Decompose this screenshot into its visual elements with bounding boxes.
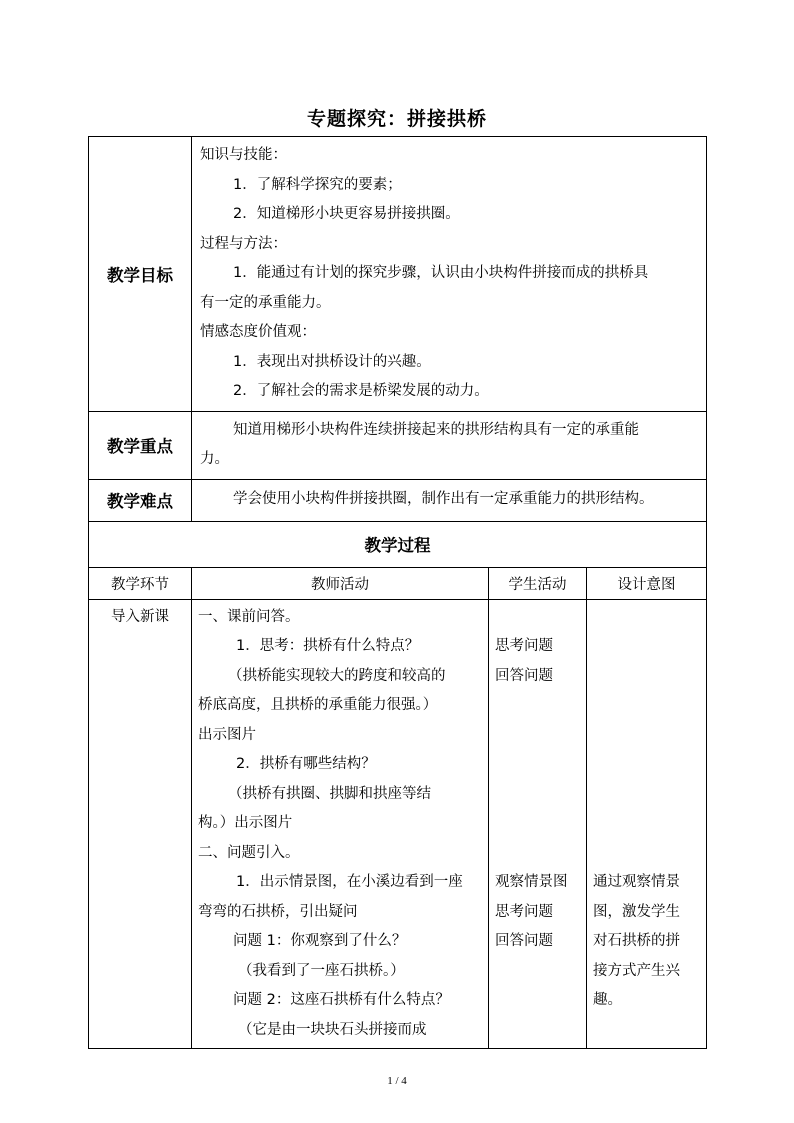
teacher-line: 1．思考：拱桥有什么特点？ bbox=[236, 638, 420, 654]
teacher-line: 弯弯的石拱桥，引出疑问 bbox=[198, 903, 358, 920]
objectives-content bbox=[192, 137, 707, 412]
objective-line: 有一定的承重能力。 bbox=[200, 294, 331, 311]
process-title-row bbox=[89, 521, 707, 567]
objective-line: 1．能通过有计划的探究步骤，认识由小块构件拼接而成的拱桥具 bbox=[233, 265, 649, 281]
intent-line: 接方式产生兴 bbox=[593, 962, 680, 979]
teacher-line: （拱桥能实现较大的跨度和较高的 bbox=[228, 667, 446, 684]
col-header-intent: 设计意图 bbox=[587, 567, 707, 599]
teacher-line: 问题 2：这座石拱桥有什么特点？ bbox=[233, 992, 450, 1008]
objective-line: 2．了解社会的需求是桥梁发展的动力。 bbox=[233, 383, 489, 399]
objective-line: 2．知道梯形小块更容易拼接拱圈。 bbox=[233, 206, 460, 222]
student-line: 回答问题 bbox=[495, 933, 553, 949]
key-point-content bbox=[192, 411, 707, 479]
teacher-activity-cell bbox=[192, 599, 489, 1049]
objective-line: 过程与方法： bbox=[200, 235, 287, 252]
student-line: 回答问题 bbox=[495, 667, 553, 684]
process-row bbox=[89, 599, 707, 1049]
teacher-line: 一、课前问答。 bbox=[198, 608, 300, 625]
key-point-line: 知道用梯形小块构件连续拼接起来的拱形结构具有一定的承重能 bbox=[233, 421, 639, 438]
objective-line: 1．了解科学探究的要素； bbox=[233, 176, 402, 193]
objectives-label: 教学目标 bbox=[89, 137, 192, 412]
key-point-row bbox=[89, 411, 707, 479]
design-intent-cell bbox=[587, 599, 707, 1049]
difficulty-row bbox=[89, 479, 707, 521]
teacher-line: （我看到了一座石拱桥。） bbox=[238, 962, 405, 979]
page-title: 专题探究：拼接拱桥 bbox=[306, 108, 487, 130]
process-header-row bbox=[89, 567, 707, 599]
objective-line: 1．表现出对拱桥设计的兴趣。 bbox=[233, 353, 431, 370]
teacher-line: 桥底高度，且拱桥的承重能力很强。） bbox=[198, 697, 438, 713]
objective-line: 知识与技能： bbox=[200, 147, 287, 163]
teacher-line: 1．出示情景图，在小溪边看到一座 bbox=[236, 874, 463, 890]
col-header-teacher: 教师活动 bbox=[192, 567, 489, 599]
col-header-student: 学生活动 bbox=[489, 567, 587, 599]
teacher-line: 出示图片 bbox=[198, 726, 256, 743]
teacher-line: 2．拱桥有哪些结构？ bbox=[236, 756, 376, 772]
difficulty-content bbox=[192, 479, 707, 521]
student-line: 思考问题 bbox=[495, 903, 553, 920]
objectives-row bbox=[89, 137, 707, 412]
student-line: 思考问题 bbox=[495, 638, 553, 654]
col-header-stage: 教学环节 bbox=[89, 567, 192, 599]
intent-line: 对石拱桥的拼 bbox=[593, 933, 680, 949]
intent-line: 图，激发学生 bbox=[593, 903, 680, 920]
teacher-line: 二、问题引入。 bbox=[198, 844, 300, 861]
teacher-line: 问题 1：你观察到了什么？ bbox=[233, 933, 407, 949]
key-point-line: 力。 bbox=[200, 451, 229, 467]
difficulty-line: 学会使用小块构件拼接拱圈，制作出有一定承重能力的拱形结构。 bbox=[233, 491, 654, 508]
objective-line: 情感态度价值观： bbox=[200, 324, 316, 340]
intent-line: 趣。 bbox=[593, 992, 622, 1008]
stage-label: 导入新课 bbox=[111, 608, 169, 625]
student-activity-cell bbox=[489, 599, 587, 1049]
teacher-line: （它是由一块块石头拼接而成 bbox=[238, 1021, 427, 1038]
key-point-label: 教学重点 bbox=[89, 411, 192, 479]
intent-line: 通过观察情景 bbox=[593, 874, 680, 890]
stage-cell bbox=[89, 599, 192, 1049]
lesson-plan-table bbox=[88, 136, 707, 1049]
student-line: 观察情景图 bbox=[495, 874, 568, 890]
teacher-line: 构。）出示图片 bbox=[198, 815, 293, 831]
page-number: 1 / 4 bbox=[387, 1075, 407, 1087]
process-title: 教学过程 bbox=[89, 521, 707, 567]
teacher-line: （拱桥有拱圈、拱脚和拱座等结 bbox=[228, 785, 431, 802]
difficulty-label: 教学难点 bbox=[89, 479, 192, 521]
